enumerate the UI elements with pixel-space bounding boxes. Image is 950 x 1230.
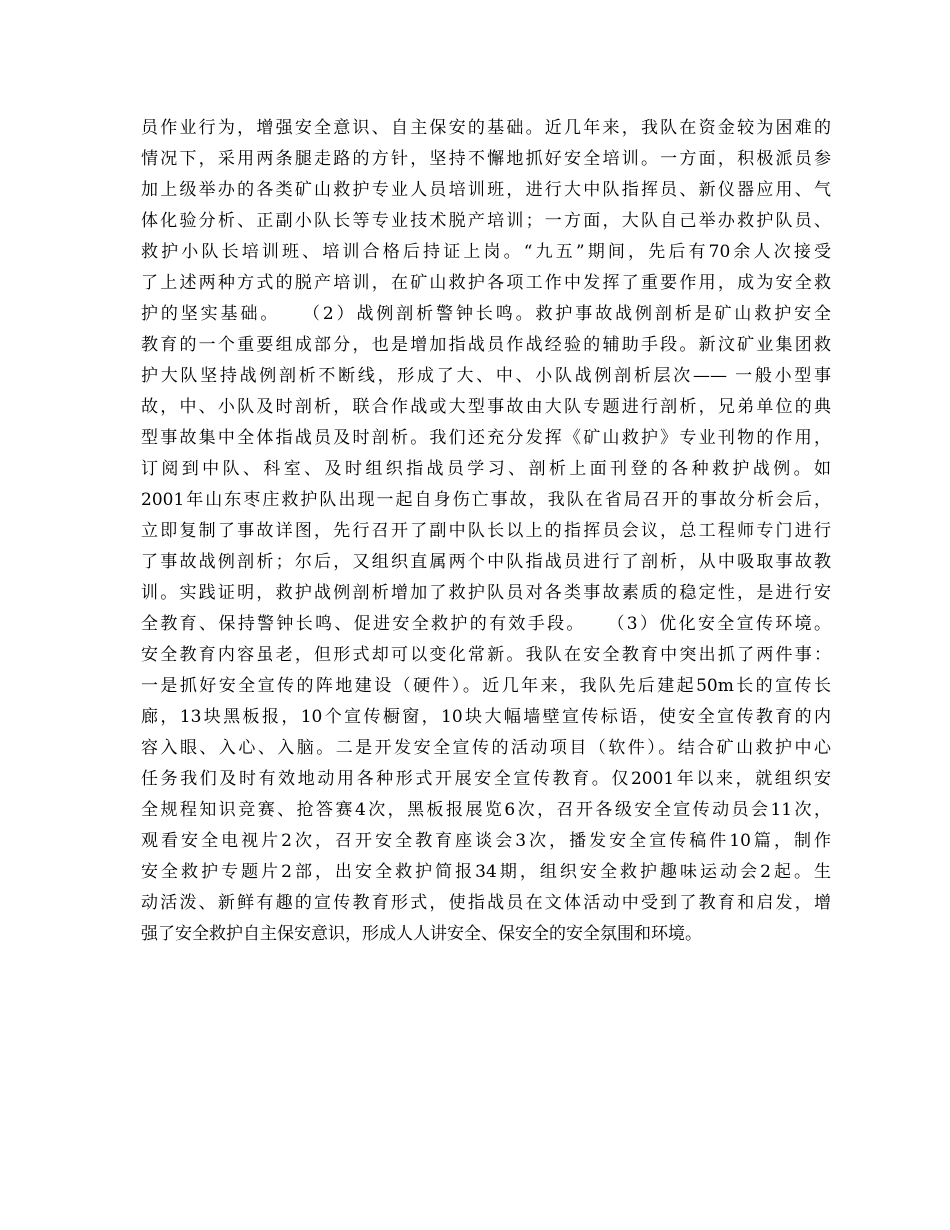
- text-line: 安全教育内容虽老，但形式却可以变化常新。我队在安全教育中突出抓了两件事：: [141, 645, 831, 665]
- text-line: 故，中、小队及时剖析，联合作战或大型事故由大队专题进行剖析，兄弟单位的典: [141, 397, 831, 417]
- text-line: 一是抓好安全宣传的阵地建设（硬件）。近几年来，我队先后建起50m长的宣传长: [141, 676, 831, 696]
- text-line: 全规程知识竞赛、抢答赛4次，黑板报展览6次，召开各级安全宣传动员会11次，: [141, 800, 831, 820]
- text-line: 加上级举办的各类矿山救护专业人员培训班，进行大中队指挥员、新仪器应用、气: [141, 180, 831, 200]
- text-line: 型事故集中全体指战员及时剖析。我们还充分发挥《矿山救护》专业刊物的作用，: [141, 428, 831, 448]
- text-line: 全教育、保持警钟长鸣、促进安全救护的有效手段。 （3）优化安全宣传环境。: [141, 614, 831, 634]
- text-line: 员作业行为，增强安全意识、自主保安的基础。近几年来，我队在资金较为困难的: [141, 118, 831, 138]
- text-line: 立即复制了事故详图，先行召开了副中队长以上的指挥员会议，总工程师专门进行: [141, 521, 831, 541]
- body-text: [141, 113, 831, 950]
- text-line: 容入眼、入心、入脑。二是开发安全宣传的活动项目（软件）。结合矿山救护中心: [141, 738, 831, 758]
- text-line: 护大队坚持战例剖析不断线，形成了大、中、小队战例剖析层次—— 一般小型事: [141, 366, 831, 386]
- text-line: 廊，13块黑板报，10个宣传橱窗，10块大幅墙壁宣传标语，使安全宣传教育的内: [141, 707, 831, 727]
- text-line: 训。实践证明，救护战例剖析增加了救护队员对各类事故素质的稳定性，是进行安: [141, 583, 831, 603]
- text-line: 了事故战例剖析；尔后，又组织直属两个中队指战员进行了剖析，从中吸取事故教: [141, 552, 831, 572]
- text-line: 2001年山东枣庄救护队出现一起自身伤亡事故，我队在省局召开的事故分析会后，: [141, 490, 831, 510]
- text-line: 情况下，采用两条腿走路的方针，坚持不懈地抓好安全培训。一方面，积极派员参: [141, 149, 831, 169]
- text-line: 了上述两种方式的脱产培训，在矿山救护各项工作中发挥了重要作用，成为安全救: [141, 273, 831, 293]
- text-line: 护的坚实基础。 （2）战例剖析警钟长鸣。救护事故战例剖析是矿山救护安全: [141, 304, 831, 324]
- text-line: 强了安全救护自主保安意识，形成人人讲安全、保安全的安全氛围和环境。: [141, 924, 702, 944]
- text-line: 安全救护专题片2部，出安全救护简报34期，组织安全救护趣味运动会2起。生: [141, 862, 831, 882]
- text-line: 任务我们及时有效地动用各种形式开展安全宣传教育。仅2001年以来，就组织安: [141, 769, 831, 789]
- text-line: 动活泼、新鲜有趣的宣传教育形式，使指战员在文体活动中受到了教育和启发，增: [141, 893, 831, 913]
- text-line: 订阅到中队、科室、及时组织指战员学习、剖析上面刊登的各种救护战例。如: [141, 459, 831, 479]
- text-line: 救护小队长培训班、培训合格后持证上岗。“九五”期间，先后有70余人次接受: [141, 242, 831, 262]
- text-line: 教育的一个重要组成部分，也是增加指战员作战经验的辅助手段。新汶矿业集团救: [141, 335, 831, 355]
- text-line: 观看安全电视片2次，召开安全教育座谈会3次，播发安全宣传稿件10篇，制作: [141, 831, 831, 851]
- text-line: 体化验分析、正副小队长等专业技术脱产培训；一方面，大队自己举办救护队员、: [141, 211, 831, 231]
